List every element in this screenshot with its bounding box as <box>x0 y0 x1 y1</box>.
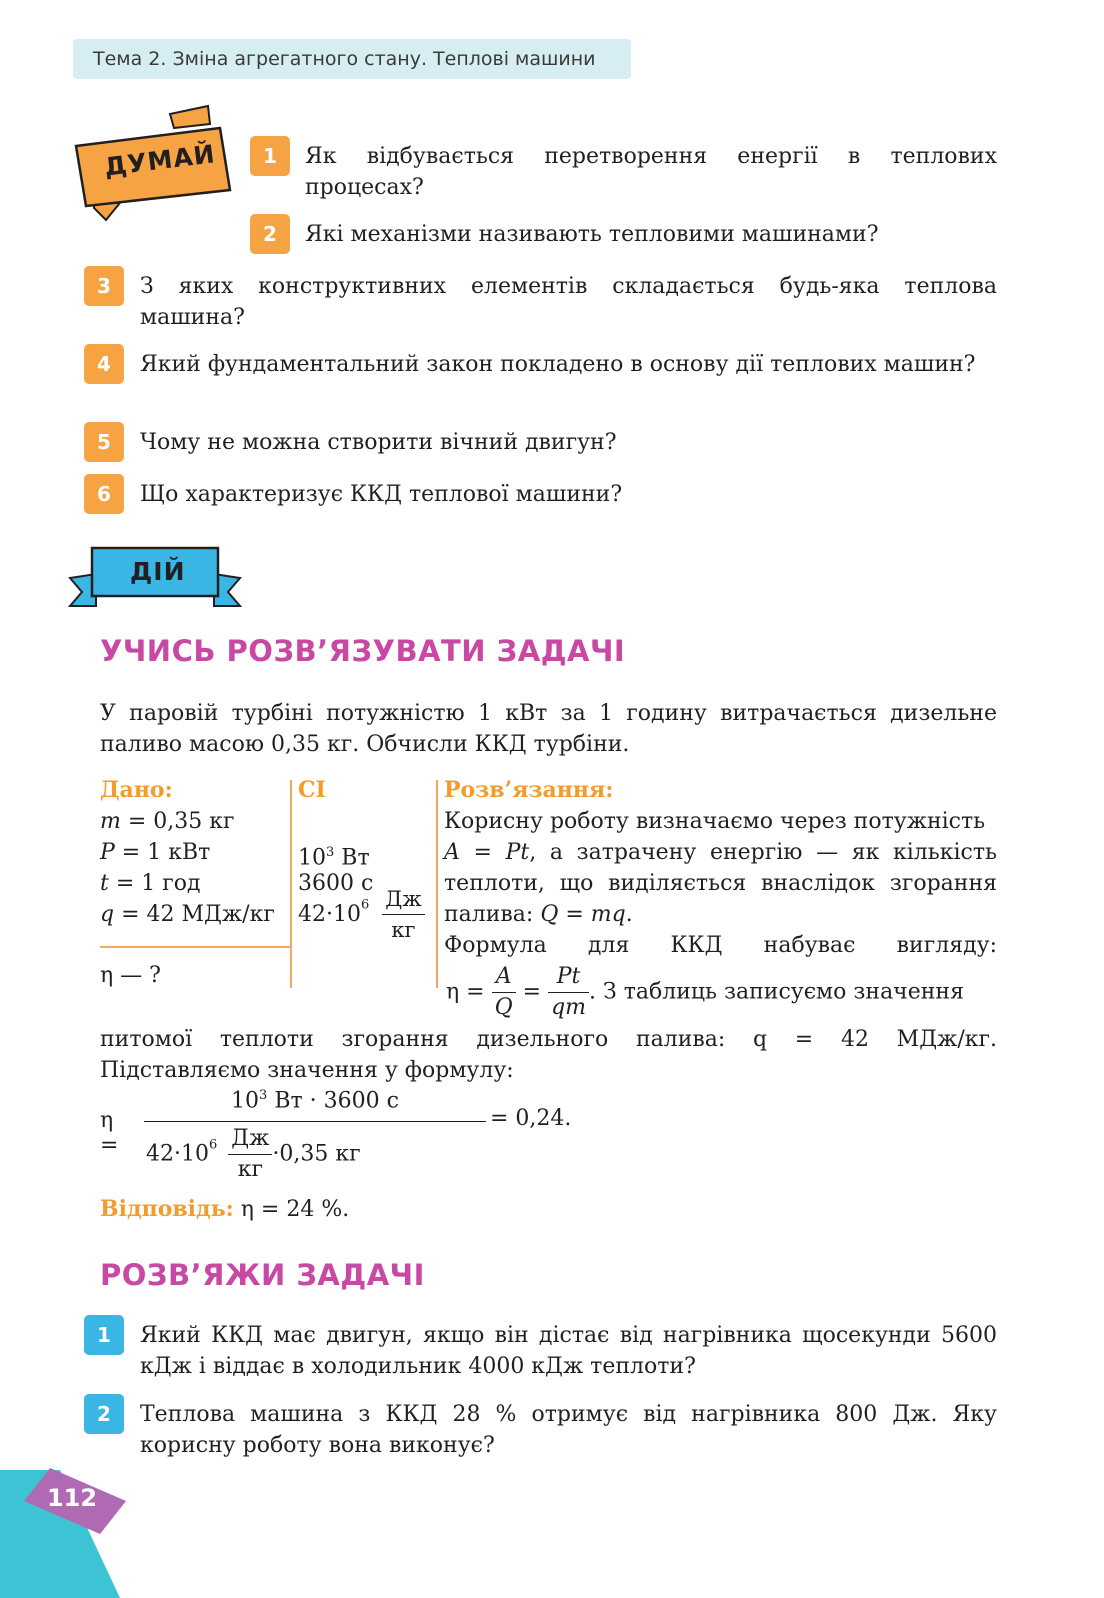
think-label: ДУМАЙ <box>102 139 218 182</box>
si-time: 3600 с <box>298 871 374 896</box>
act-label: ДІЙ <box>130 557 186 586</box>
solution-line-2: A = Pt, а затрачену енергію — як кількість <box>444 840 997 865</box>
find-eta: η — ? <box>100 963 161 988</box>
question-badge: 1 <box>250 136 290 176</box>
question-badge: 3 <box>84 266 124 306</box>
given-p: P = 1 кВт <box>100 840 211 865</box>
question-badge: 4 <box>84 344 124 384</box>
question-text: З яких конструктивних елементів складається будь-яка теплова машина? <box>140 274 997 330</box>
solution-continuation: питомої теплоти згорання дизельного палива: q = 42 МДж/кг. Підставляємо значення у формулу: <box>100 1027 997 1083</box>
question-badge: 6 <box>84 474 124 514</box>
question-text: Який фундаментальний закон покладено в основу дії теплових машин? <box>140 352 976 377</box>
si-heat: $42\cdot 10^6$ $\frac{Дж}{кг}$ <box>298 884 425 945</box>
column-divider <box>436 780 438 988</box>
given-label: Дано: <box>100 777 173 803</box>
given-m: m = 0,35 кг <box>100 809 235 834</box>
solution-line-5: Формула для ККД набуває вигляду: <box>444 933 997 958</box>
question-text: Що характеризує ККД теплової машини? <box>140 482 623 507</box>
task-badge: 2 <box>84 1394 124 1434</box>
solution-label: Розв’язання: <box>444 777 614 803</box>
problem-statement: У паровій турбіні потужністю 1 кВт за 1 годину витрачається дизельне паливо масою 0,35 кг. Обчисли ККД турбіни. <box>100 701 997 757</box>
solution-line-1: Корисну роботу визначаємо через потужність <box>444 809 986 834</box>
task-text: Який ККД має двигун, якщо він дістає від нагрівника щосекунди 5600 кДж і віддає в холодильник 4000 кДж теплоти? <box>140 1323 997 1379</box>
given-underline <box>100 946 290 948</box>
column-divider <box>290 780 292 988</box>
task-text: Теплова машина з ККД 28 % отримує від нагрівника 800 Дж. Яку корисну роботу вона виконує? <box>140 1402 997 1458</box>
solution-line-4: палива: Q = mq. <box>444 902 633 927</box>
solution-line-3: теплоти, що виділяється внаслідок згорання <box>444 871 997 896</box>
question-text: Які механізми називають тепловими машинами? <box>305 222 879 247</box>
question-badge: 5 <box>84 422 124 462</box>
task-badge: 1 <box>84 1315 124 1355</box>
si-label: СІ <box>298 777 326 803</box>
section-heading-solve: РОЗВ’ЯЖИ ЗАДАЧІ <box>100 1258 425 1292</box>
question-text: Як відбувається перетворення енергії в теплових процесах? <box>305 144 997 200</box>
si-power: $10^3$ Вт <box>298 845 370 871</box>
section-heading-learn: УЧИСЬ РОЗВ’ЯЗУВАТИ ЗАДАЧІ <box>100 634 626 668</box>
given-t: t = 1 год <box>100 871 201 896</box>
efficiency-formula: η = $\frac{A}{Q}$ = $\frac{Pt}{qm}$ . З таблиць записуємо значення <box>446 964 964 1020</box>
given-q: q = 42 МДж/кг <box>100 902 275 927</box>
question-badge: 2 <box>250 214 290 254</box>
answer: Відповідь: η = 24 %. <box>100 1196 350 1222</box>
topic-header: Тема 2. Зміна агрегатного стану. Теплові машини <box>73 39 631 79</box>
question-text: Чому не можна створити вічний двигун? <box>140 430 617 455</box>
page-number: 112 <box>46 1484 98 1512</box>
